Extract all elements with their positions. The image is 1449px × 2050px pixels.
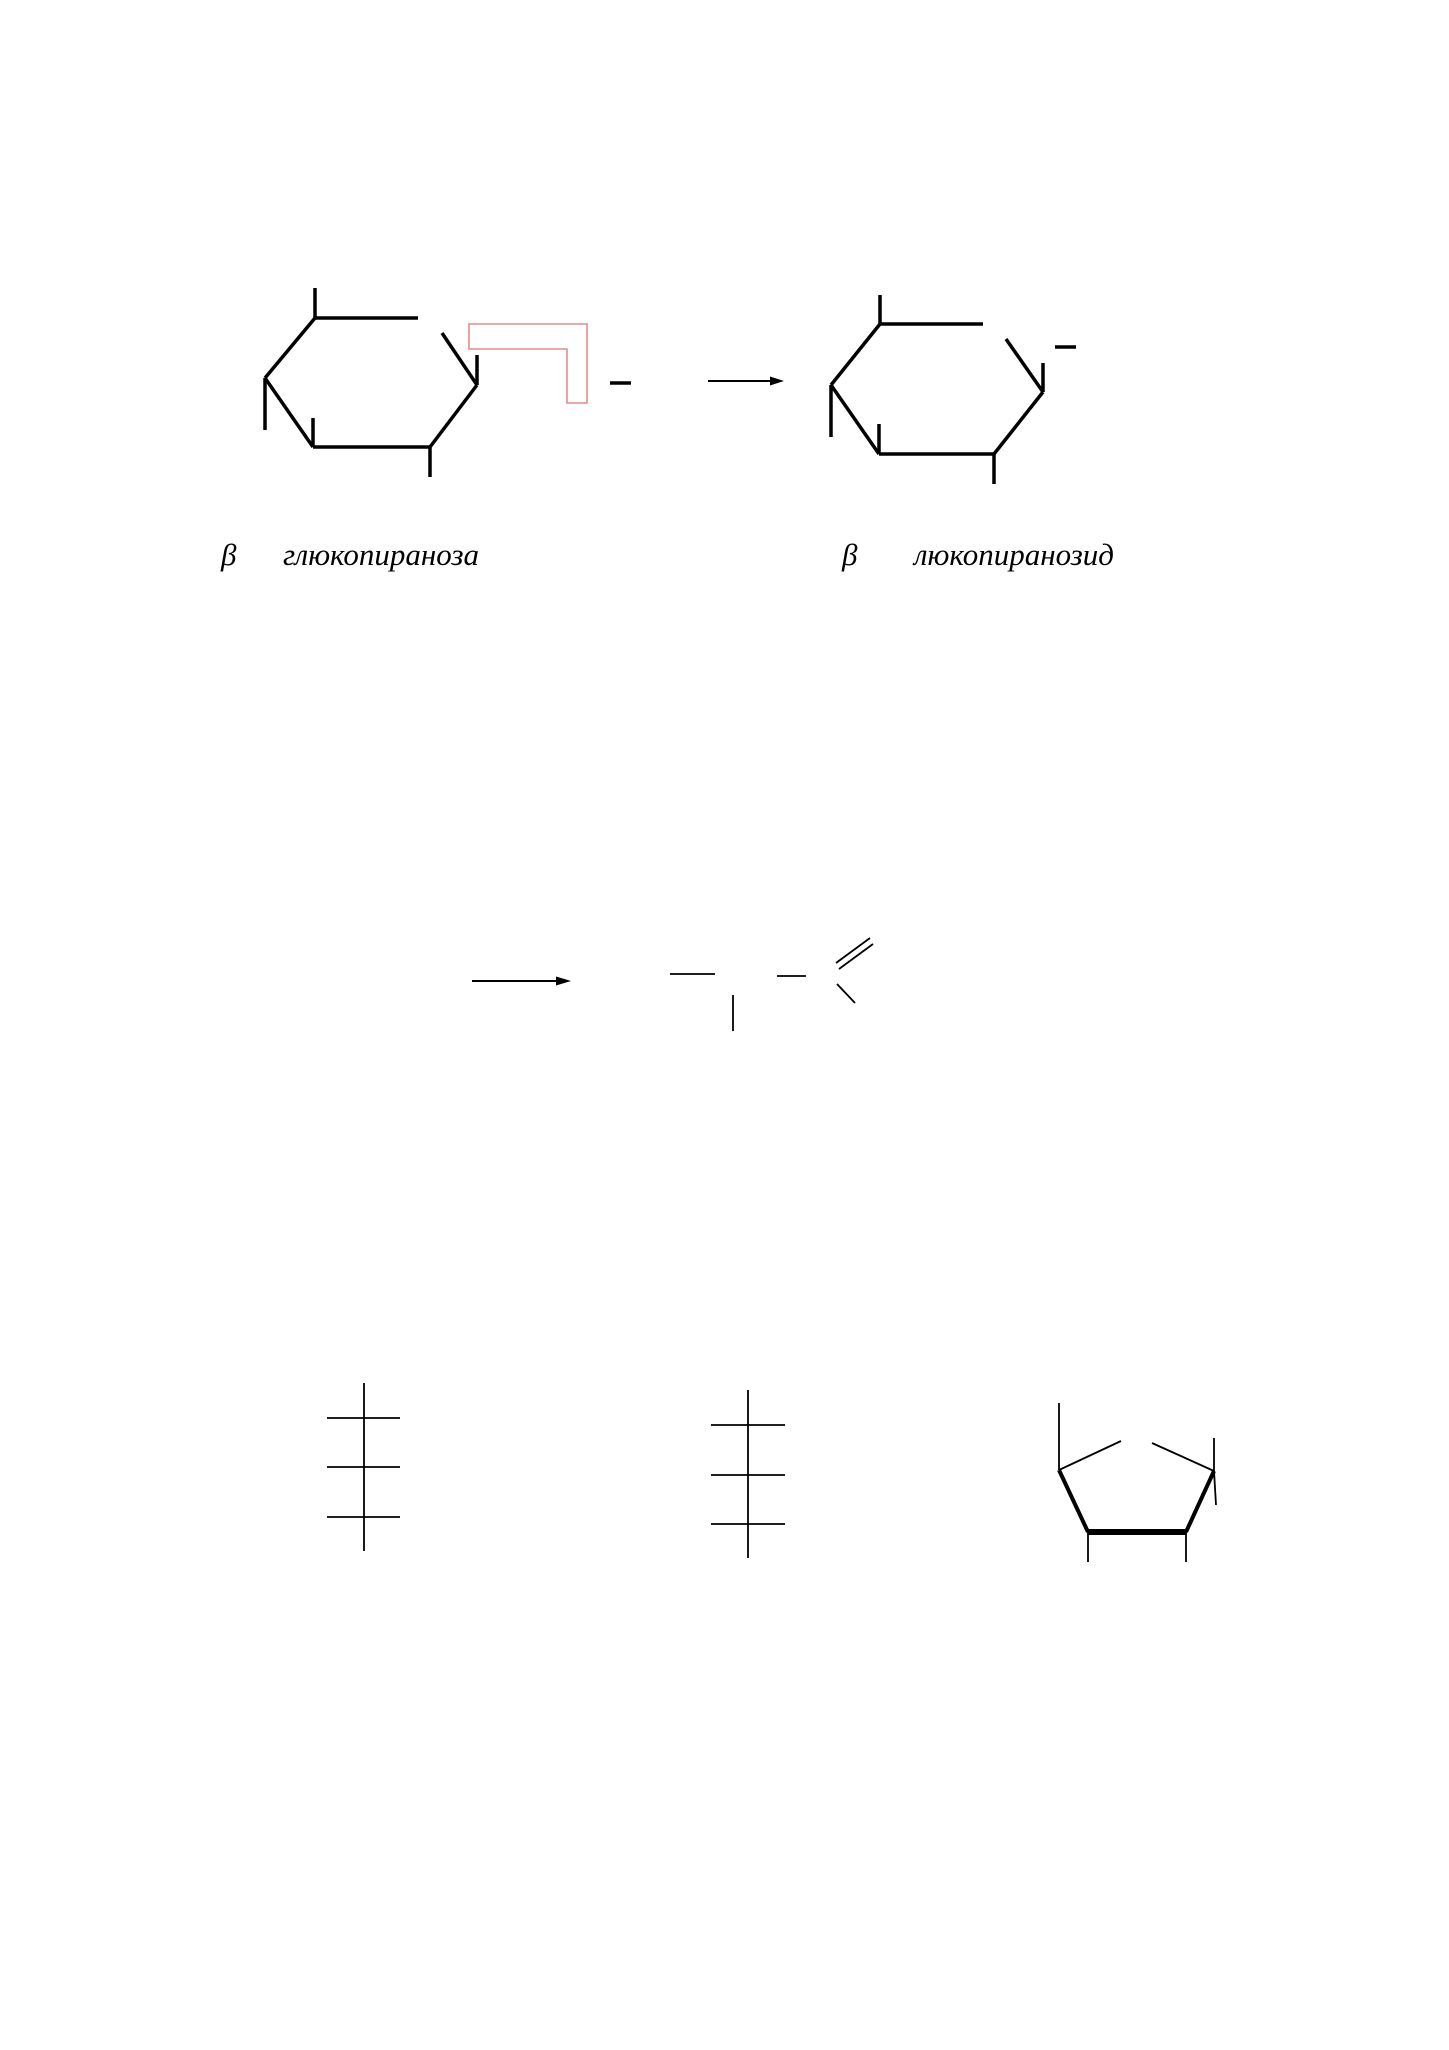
product-skeleton-fragment — [670, 938, 873, 1031]
ring-bond-bold — [1059, 1470, 1088, 1532]
reaction-arrow-1 — [708, 377, 784, 386]
reactant-label-prefix: β — [221, 537, 237, 572]
ring-bond-bold — [1186, 1471, 1214, 1532]
reactant-glucopyranose-ring — [265, 288, 477, 477]
substituent-bond — [1214, 1471, 1216, 1505]
reactant-label-name: глюкопираноза — [283, 537, 479, 572]
furanose-ring-haworth — [1059, 1403, 1216, 1562]
ring-bond — [831, 385, 879, 454]
ring-bond — [994, 392, 1043, 454]
ring-bond — [1152, 1443, 1214, 1471]
ring-bond — [265, 318, 315, 378]
product-label-prefix: β — [842, 537, 858, 572]
ring-bond — [1006, 339, 1043, 392]
ring-bond — [1059, 1441, 1121, 1470]
ring-bond — [430, 385, 477, 447]
reaction-arrow-2 — [472, 977, 571, 986]
ring-bond — [442, 333, 477, 385]
ring-bond — [265, 378, 313, 447]
highlight-bracket — [469, 324, 587, 403]
fischer-projection-1 — [327, 1383, 400, 1551]
fischer-projection-2 — [711, 1390, 785, 1558]
product-glucopyranoside-ring — [831, 295, 1043, 484]
product-label-name: люкопиранозид — [914, 537, 1114, 572]
skeleton-bond — [837, 984, 855, 1003]
ring-bond — [831, 324, 880, 385]
